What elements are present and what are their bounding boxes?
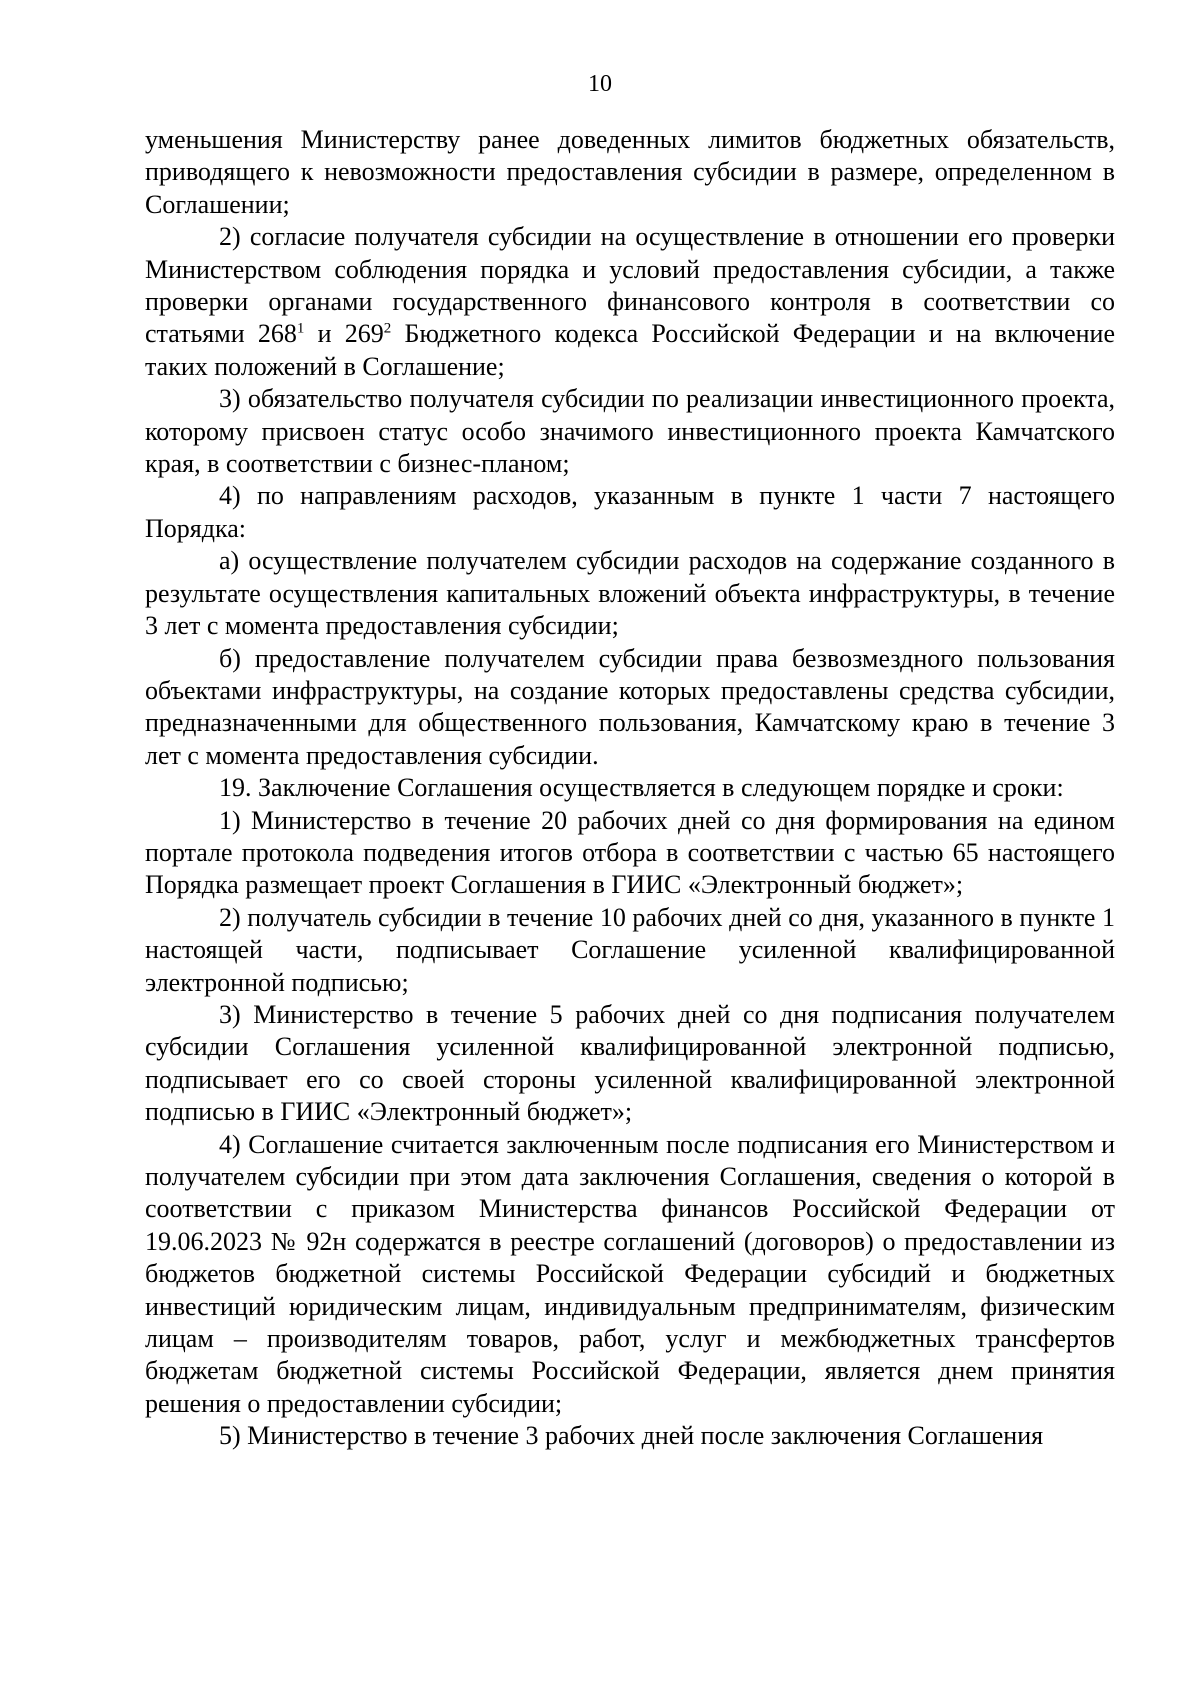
article-superscript: 2 xyxy=(383,320,392,337)
article-number: 269 xyxy=(344,319,384,349)
paragraph-subitem-b: б) предоставление получателем субсидии права безвозмездного пользования объектами инфраструктуры, на создание которых предоставлены средства субсидии, предназначенными для общественного пользования, Камчатскому краю в течение 3 лет с момента предоставления субсидии. xyxy=(145,643,1115,770)
paragraph-step-2: 2) получатель субсидии в течение 10 рабочих дней со дня, указанного в пункте 1 настоящей части, подписывает Соглашение усиленной квалифицированной электронной подписью; xyxy=(145,902,1115,997)
paragraph-step-4: 4) Соглашение считается заключенным после подписания его Министерством и получателем субсидии при этом дата заключения Соглашения, сведения о которой в соответствии с приказом Министерства финансов Российской Федерации от 19.06.2023 № 92н содержатся в реестре соглашений (договоров) о предоставлении из бюджетов бюджетной системы Российской Федерации субсидий и бюджетных инвестиций юридическим лицам, индивидуальным предпринимателям, физическим лицам – производителям товаров, работ, услуг и межбюджетных трансфертов бюджетам бюджетной системы Российской Федерации, является днем принятия решения о предоставлении субсидии; xyxy=(145,1129,1115,1418)
paragraph-section-19: 19. Заключение Соглашения осуществляется в следующем порядке и сроки: xyxy=(219,773,1064,803)
paragraph-item-4-directions: 4) по направлениям расходов, указанным в пункте 1 части 7 настоящего Порядка: xyxy=(145,481,1115,543)
paragraph-subitem-a: а) осуществление получателем субсидии расходов на содержание созданного в результате осуществления капитальных вложений объекта инфраструктуры, в течение 3 лет с момента предоставления субсидии; xyxy=(145,546,1115,641)
paragraph-item-3-obligation: 3) обязательство получателя субсидии по реализации инвестиционного проекта, которому присвоен статус особо значимого инвестиционного проекта Камчатского края, в соответствии с бизнес-планом; xyxy=(145,384,1115,479)
article-superscript: 1 xyxy=(296,320,305,337)
paragraph-step-1: 1) Министерство в течение 20 рабочих дней со дня формирования на едином портале протокола подведения итогов отбора в соответствии с частью 65 настоящего Порядка размещает проект Соглашения в ГИИС «Электронный бюджет»; xyxy=(145,805,1115,900)
paragraph-text: 2) согласие получателя субсидии на осуществление в отношении его проверки Министерством соблюдения порядка и условий предоставления субсидии, а также проверки органами государственного финансового контроля в соответствии со статьями xyxy=(145,222,1115,349)
paragraph-item-2-consent xyxy=(145,221,1115,383)
paragraph-text: и xyxy=(304,319,345,349)
article-number: 268 xyxy=(257,319,297,349)
paragraph-continuation: уменьшения Министерству ранее доведенных лимитов бюджетных обязательств, приводящего к невозможности предоставления субсидии в размере, определенном в Соглашении; xyxy=(145,125,1115,219)
paragraph-step-3: 3) Министерство в течение 5 рабочих дней со дня подписания получателем субсидии Соглашения усиленной квалифицированной электронной подписью, подписывает его со своей стороны усиленной квалифицированной электронной подписью в ГИИС «Электронный бюджет»; xyxy=(145,999,1115,1127)
page-number: 10 xyxy=(588,71,612,97)
document-body xyxy=(145,124,1115,1453)
paragraph-step-5: 5) Министерство в течение 3 рабочих дней после заключения Соглашения xyxy=(219,1421,1044,1451)
paragraph-text: Бюджетного кодекса Российской Федерации и на включение таких положений в Соглашение; xyxy=(145,319,1115,381)
